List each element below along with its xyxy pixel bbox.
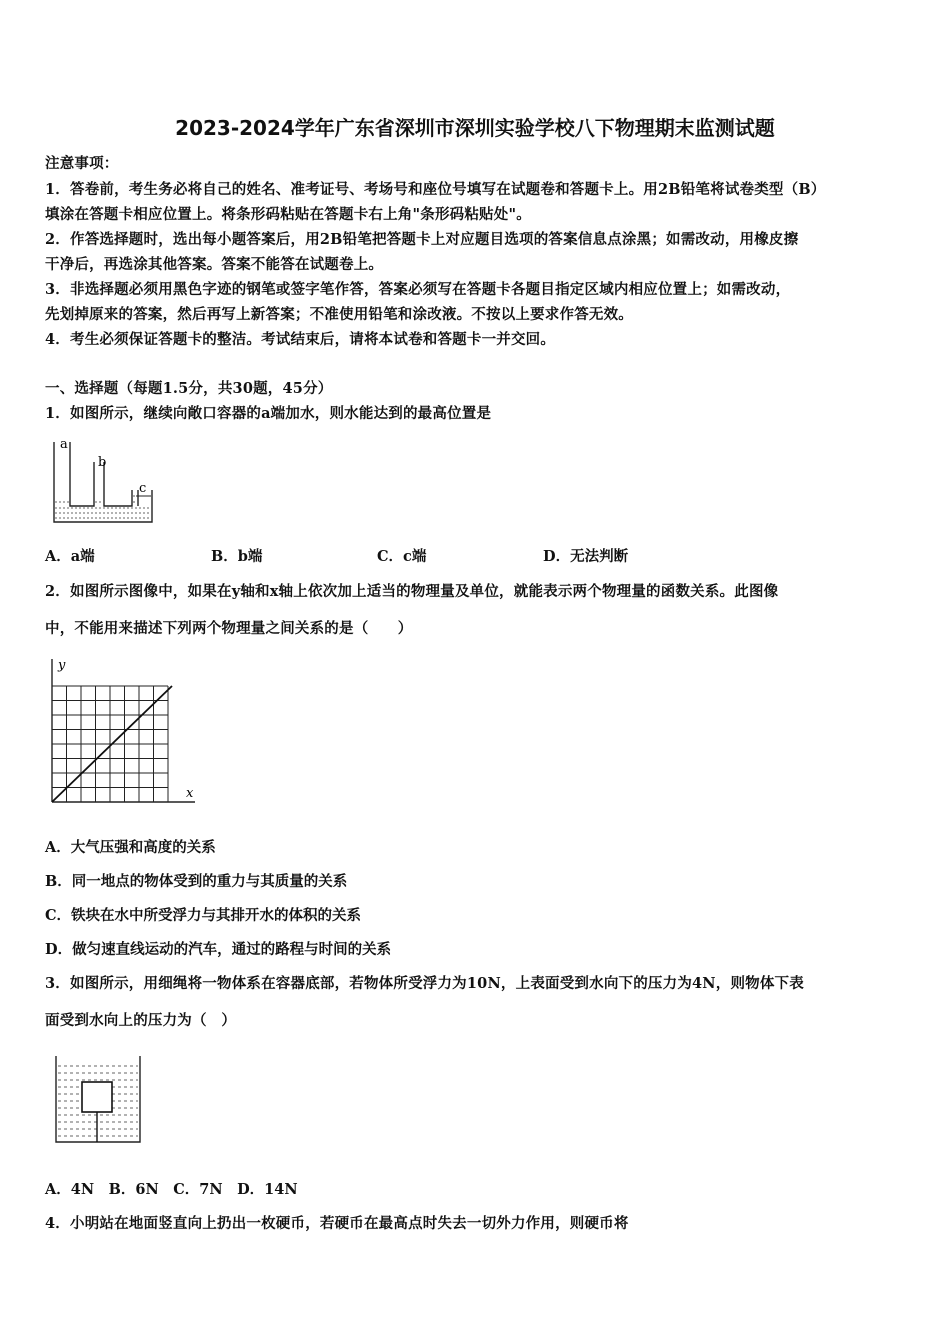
question-3-stem: 面受到水向上的压力为（ ） [45,1012,237,1029]
label-a: a [60,437,68,452]
note-line: 2．作答选择题时，选出每小题答案后，用2B铅笔把答题卡上对应题目选项的答案信息点涂黑；如需改动，用橡皮擦 [45,231,799,248]
question-2-stem: 2．如图所示图像中，如果在y轴和x轴上依次加上适当的物理量及单位，就能表示两个物理量的函数关系。此图像 [45,583,779,600]
note-line: 干净后，再选涂其他答案。答案不能答在试题卷上。 [45,256,384,273]
note-line: 3．非选择题必须用黑色字迹的钢笔或签字笔作答，答案必须写在答题卡各题目指定区域内相应位置上；如需改动， [45,281,791,298]
axis-x-label: x [186,786,194,801]
note-line: 填涂在答题卡相应位置上。将条形码粘贴在答题卡右上角"条形码粘贴处"。 [45,206,531,223]
option-c: C．铁块在水中所受浮力与其排开水的体积的关系 [45,907,362,924]
question-4-stem: 4．小明站在地面竖直向上扔出一枚硬币，若硬币在最高点时失去一切外力作用，则硬币将 [45,1215,629,1232]
option-d: D．无法判断 [543,548,629,565]
label-b: b [98,455,107,470]
section-heading: 一、选择题（每题1.5分，共30题，45分） [45,380,333,397]
linear-graph-figure [40,655,205,815]
question-3-options: A．4N B．6N C．7N D．14N [45,1181,298,1198]
option-b: B．b端 [211,548,263,565]
note-line: 1．答卷前，考生务必将自己的姓名、准考证号、考场号和座位号填写在试题卷和答题卡上。用2B铅笔将试卷类型（B） [45,181,826,198]
option-c: C．c端 [377,548,427,565]
question-3-stem: 3．如图所示，用细绳将一物体系在容器底部，若物体所受浮力为10N，上表面受到水向下的压力为4N，则物体下表 [45,975,804,992]
notes-heading: 注意事项： [45,155,119,172]
option-d: D．做匀速直线运动的汽车，通过的路程与时间的关系 [45,941,392,958]
option-a: A．a端 [45,548,95,565]
connected-vessel-figure [48,436,158,528]
label-c: c [139,481,147,496]
option-b: B．同一地点的物体受到的重力与其质量的关系 [45,873,348,890]
axis-y-label: y [58,658,66,673]
question-2-stem: 中，不能用来描述下列两个物理量之间关系的是（ ） [45,620,413,637]
option-a: A．大气压强和高度的关系 [45,839,216,856]
note-line: 先划掉原来的答案，然后再写上新答案；不准使用铅笔和涂改液。不按以上要求作答无效。 [45,306,633,323]
submerged-block-figure [50,1052,150,1148]
note-line: 4．考生必须保证答题卡的整洁。考试结束后，请将本试卷和答题卡一并交回。 [45,331,556,348]
page-title: 2023-2024学年广东省深圳市深圳实验学校八下物理期末监测试题 [175,116,775,140]
question-1-stem: 1．如图所示，继续向敞口容器的a端加水，则水能达到的最高位置是 [45,405,492,422]
